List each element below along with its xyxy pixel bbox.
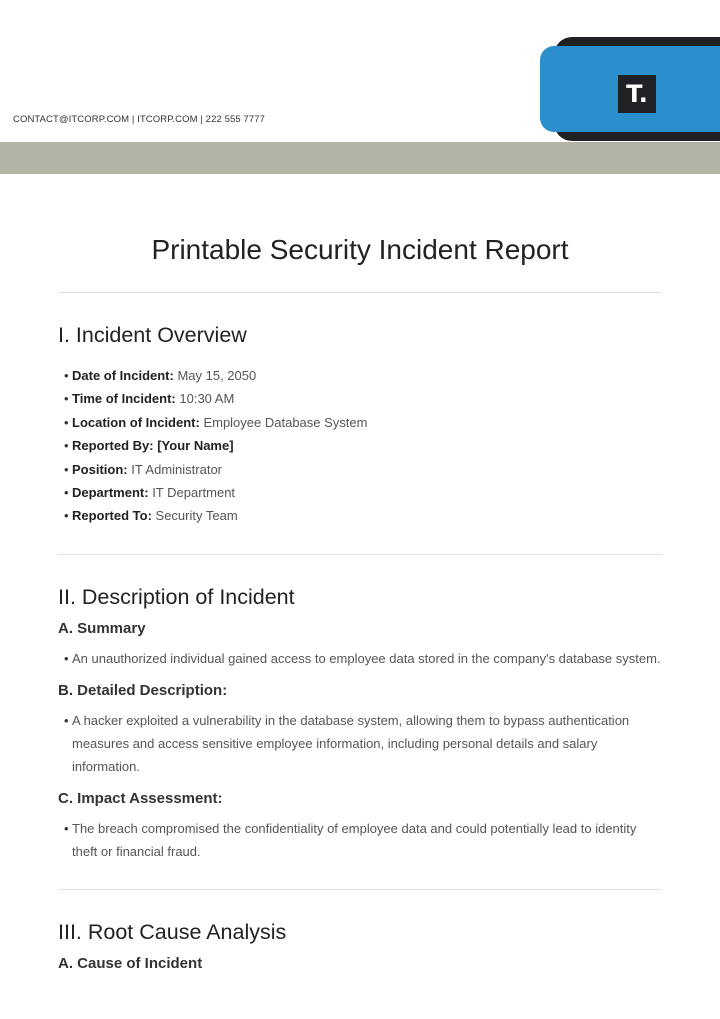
- overview-list: [58, 364, 662, 528]
- detailed-list: [58, 709, 662, 778]
- section-heading-overview: I. Incident Overview: [58, 323, 247, 347]
- summary-list: [58, 647, 662, 670]
- subheading-cause: A. Cause of Incident: [58, 954, 203, 972]
- section-heading-root-cause: III. Root Cause Analysis: [58, 919, 287, 944]
- subheading-summary: A. Summary: [58, 619, 146, 637]
- list-item: • Position: IT Administrator: [64, 458, 662, 481]
- contact-info: CONTACT@ITCORP.COM | ITCORP.COM | 222 555 7777: [13, 114, 265, 125]
- subheading-detailed-description: B. Detailed Description:: [58, 681, 228, 699]
- page-header: [0, 0, 720, 175]
- report-body: [58, 228, 662, 982]
- divider: [58, 889, 662, 890]
- divider: [58, 292, 662, 293]
- list-item: • Reported By: [Your Name]: [64, 434, 662, 457]
- list-item: • Department: IT Department: [64, 481, 662, 504]
- list-item: • Location of Incident: Employee Database System: [64, 411, 662, 434]
- page-title: Printable Security Incident Report: [151, 234, 569, 265]
- list-item: • An unauthorized individual gained access to employee data stored in the company's database system.: [64, 647, 662, 670]
- list-item: • The breach compromised the confidentiality of employee data and could potentially lead to identity theft or financial fraud.: [64, 817, 662, 863]
- divider: [58, 554, 662, 555]
- subheading-impact-assessment: C. Impact Assessment:: [58, 789, 223, 807]
- impact-list: [58, 817, 662, 863]
- list-item: • Date of Incident: May 15, 2050: [64, 364, 662, 387]
- company-logo-icon: T.: [618, 75, 656, 113]
- section-heading-description: II. Description of Incident: [58, 584, 295, 609]
- list-item: • Reported To: Security Team: [64, 504, 662, 527]
- list-item: • A hacker exploited a vulnerability in the database system, allowing them to bypass authentication measures and access sensitive employee information, including personal details and salary information.: [64, 709, 662, 778]
- header-band: [0, 142, 720, 174]
- list-item: • Time of Incident: 10:30 AM: [64, 387, 662, 410]
